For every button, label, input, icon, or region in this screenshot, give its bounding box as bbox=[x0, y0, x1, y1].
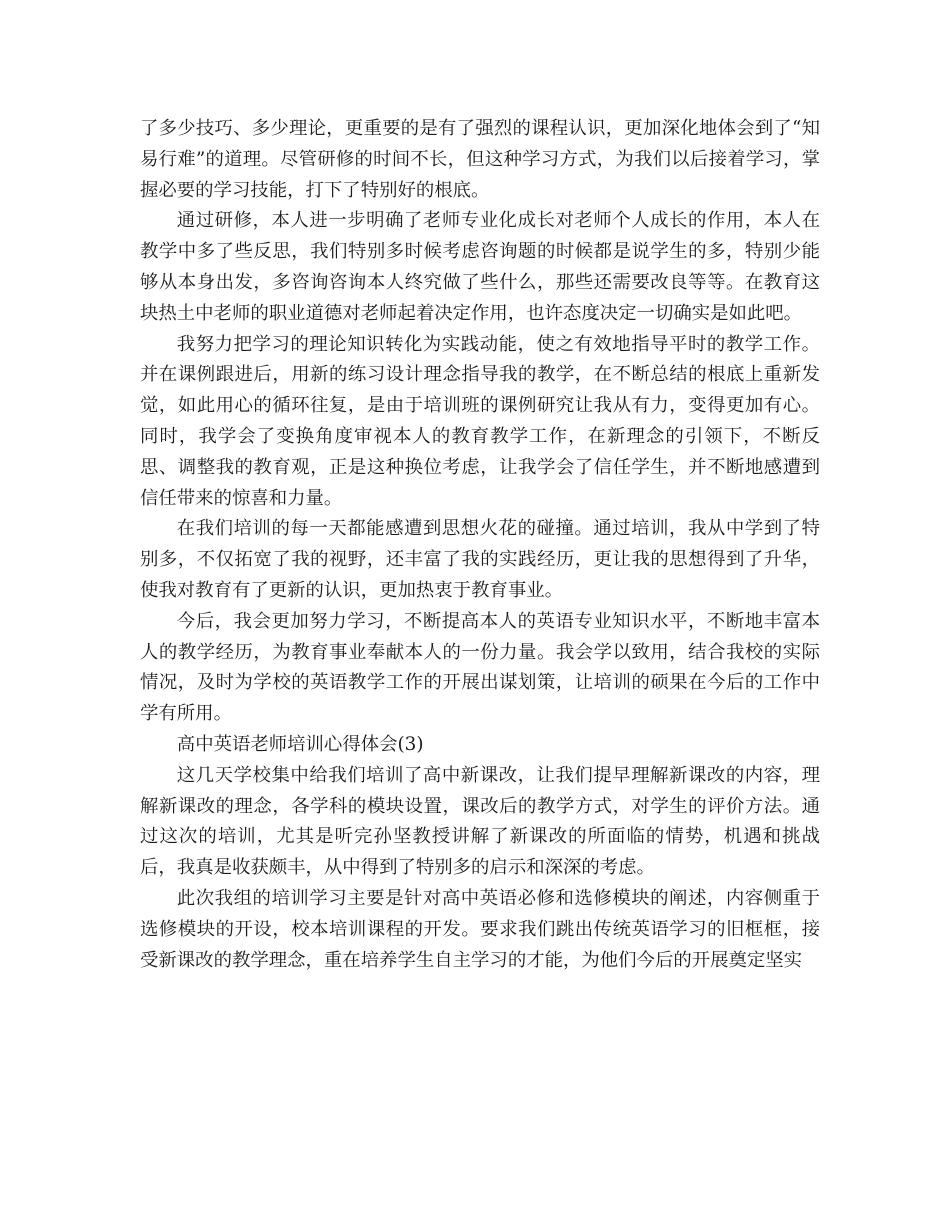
paragraph-1: 了多少技巧、多少理论，更重要的是有了强烈的课程认识，更加深化地体会到了“知易行难”的道理。尽管研修的时间不长，但这种学习方式，为我们以后接着学习，掌握必要的学习技能，打下了特别好的根底。 bbox=[140, 118, 820, 201]
paragraph-3: 我努力把学习的理论知识转化为实践动能，使之有效地指导平时的教学工作。并在课例跟进后，用新的练习设计理念指导我的教学，在不断总结的根底上重新发觉，如此用心的循环往复，是由于培训班的课例研究让我从有力，变得更加有心。同时，我学会了变换角度审视本人的教育教学工作，在新理念的引领下，不断反思、调整我的教育观，正是这种换位考虑，让我学会了信任学生，并不断地感遭到信任带来的惊喜和力量。 bbox=[140, 333, 820, 509]
paragraph-4: 在我们培训的每一天都能感遭到思想火花的碰撞。通过培训，我从中学到了特别多，不仅拓宽了我的视野，还丰富了我的实践经历，更让我的思想得到了升华，使我对教育有了更新的认识，更加热衷于教育事业。 bbox=[140, 518, 820, 601]
paragraph-2: 通过研修，本人进一步明确了老师专业化成长对老师个人成长的作用，本人在教学中多了些反思，我们特别多时候考虑咨询题的时候都是说学生的多，特别少能够从本身出发，多咨询咨询本人终究做了些什么，那些还需要改良等等。在教育这块热土中老师的职业道德对老师起着决定作用，也许态度决定一切确实是如此吧。 bbox=[140, 210, 820, 324]
paragraph-7: 此次我组的培训学习主要是针对高中英语必修和选修模块的阐述，内容侧重于选修模块的开设，校本培训课程的开发。要求我们跳出传统英语学习的旧框框，接受新课改的教学理念，重在培养学生自主学习的才能，为他们今后的开展奠定坚实 bbox=[140, 887, 820, 971]
section-heading: 高中英语老师培训心得体会(3) bbox=[176, 733, 424, 755]
document-body bbox=[140, 114, 820, 976]
paragraph-5: 今后，我会更加努力学习，不断提高本人的英语专业知识水平，不断地丰富本人的教学经历，为教育事业奉献本人的一份力量。我会学以致用，结合我校的实际情况，及时为学校的英语教学工作的开展出谋划策，让培训的硕果在今后的工作中学有所用。 bbox=[140, 610, 820, 725]
paragraph-6: 这几天学校集中给我们培训了高中新课改，让我们提早理解新课改的内容，理解新课改的理念，各学科的模块设置，课改后的教学方式，对学生的评价方法。通过这次的培训，尤其是听完孙坚教授讲解了新课改的所面临的情势，机遇和挑战后，我真是收获颇丰，从中得到了特别多的启示和深深的考虑。 bbox=[140, 764, 820, 879]
